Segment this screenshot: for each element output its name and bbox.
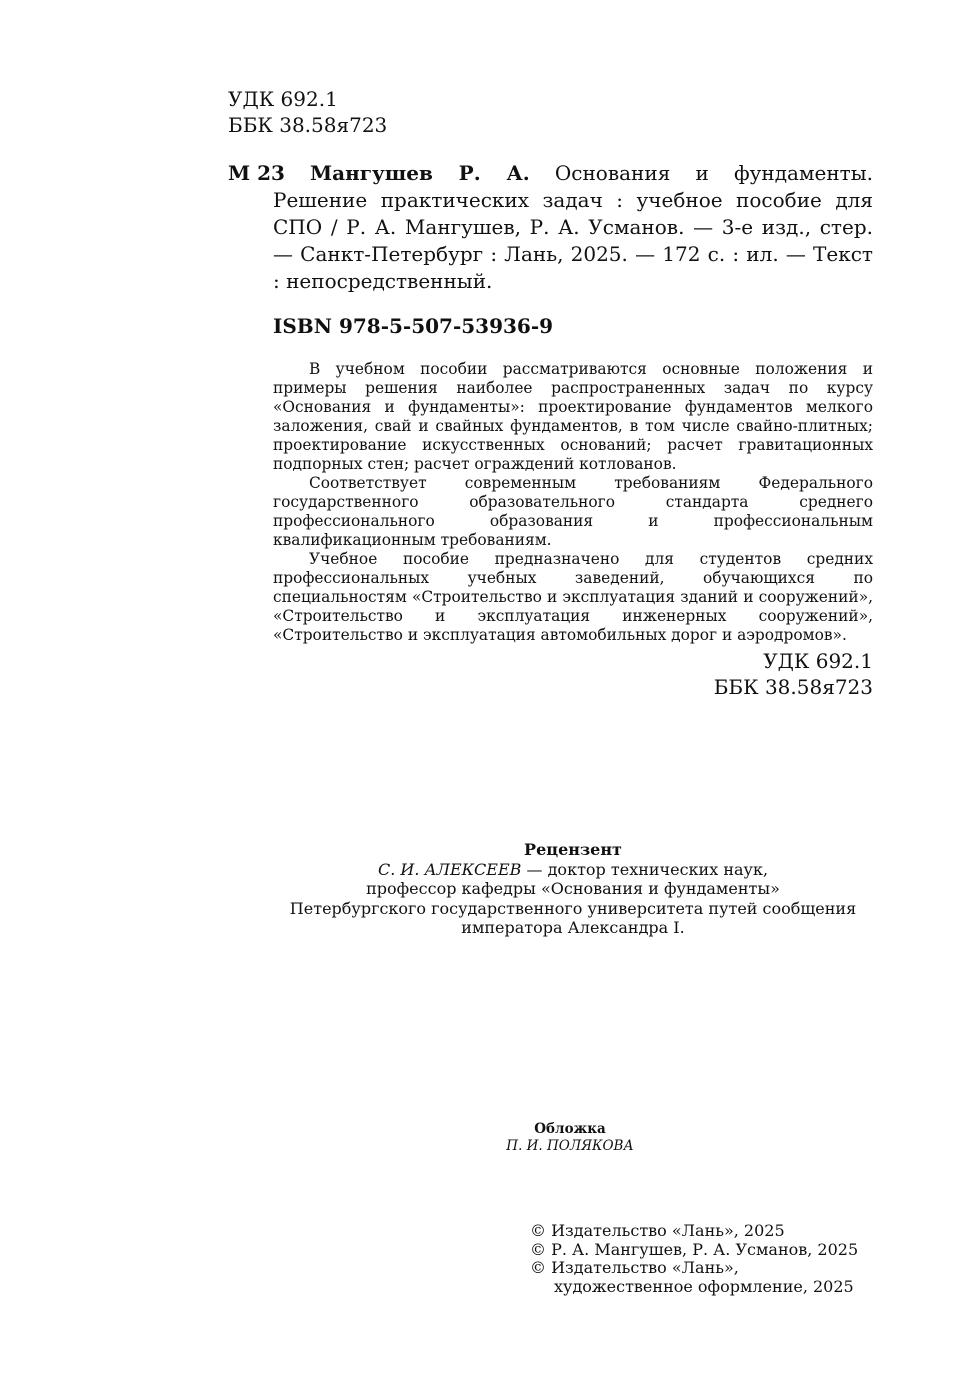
bibliographic-record: [273, 160, 873, 295]
isbn: ISBN 978-5-507-53936-9: [273, 314, 554, 338]
authors: Мангушев Р. А.: [310, 161, 530, 185]
cover-designer: П. И. ПОЛЯКОВА: [506, 1138, 634, 1154]
cover-credit: [470, 1121, 670, 1155]
reviewer-line: [270, 860, 876, 880]
classification-bottom: [714, 648, 873, 700]
bbk-code: ББК 38.58я723: [228, 113, 388, 137]
abstract: [273, 360, 873, 645]
reviewer-degree: — доктор технических наук,: [521, 859, 769, 879]
copyright-block: [530, 1222, 858, 1296]
classification-top: [228, 86, 387, 138]
abstract-paragraph: В учебном пособии рассматриваются основные положения и примеры решения наиболее распространенных задач по курсу «Основания и фундаменты»: проектирование фундаментов мелкого заложения, свай и свайных фундаментов, в том числе свайно-плитных; проектирование искусственных оснований; расчет гравитационных подпорных стен; расчет ограждений котлованов.: [273, 360, 873, 473]
copyright-line: © Р. А. Мангушев, Р. А. Усманов, 2025: [530, 1239, 859, 1259]
reviewer-university-name: императора Александра I.: [461, 918, 685, 937]
reviewer-name: С. И. АЛЕКСЕЕВ: [377, 859, 522, 879]
reviewer-position: профессор кафедры «Основания и фундаменты»: [366, 879, 780, 898]
abstract-paragraph: Соответствует современным требованиям Федерального государственного образовательного стандарта среднего профессионального образования и профессиональным квалификационным требованиям.: [273, 474, 873, 549]
reviewer-block: [270, 840, 876, 938]
copyright-line: © Издательство «Лань»,: [530, 1258, 739, 1277]
reviewer-university: Петербургского государственного университета путей сообщения: [289, 898, 857, 918]
udk-code: УДК 692.1: [228, 87, 338, 111]
copyright-line: © Издательство «Лань», 2025: [530, 1221, 785, 1240]
bbk-code: ББК 38.58я723: [713, 675, 873, 699]
reviewer-heading: Рецензент: [524, 840, 622, 859]
abstract-paragraph: Учебное пособие предназначено для студентов средних профессиональных учебных заведений, обучающихся по специальностям «Строительство и эксплуатация зданий и сооружений», «Строительство и эксплуатация инженерных сооружений», «Строительство и эксплуатация автомобильных дорог и аэродромов».: [273, 550, 873, 644]
udk-code: УДК 692.1: [763, 649, 873, 673]
cover-heading: Обложка: [534, 1121, 606, 1137]
author-mark: М 23: [228, 161, 285, 185]
copyright-line: художественное оформление, 2025: [554, 1276, 854, 1296]
bibliographic-description: Основания и фундаменты. Решение практических задач : учебное пособие для СПО / Р. А. Мангушев, Р. А. Усманов. — 3-е изд., стер. — Санкт-Петербург : Лань, 2025. — 172 с. : ил. — Текст : непосредственный.: [273, 161, 874, 293]
